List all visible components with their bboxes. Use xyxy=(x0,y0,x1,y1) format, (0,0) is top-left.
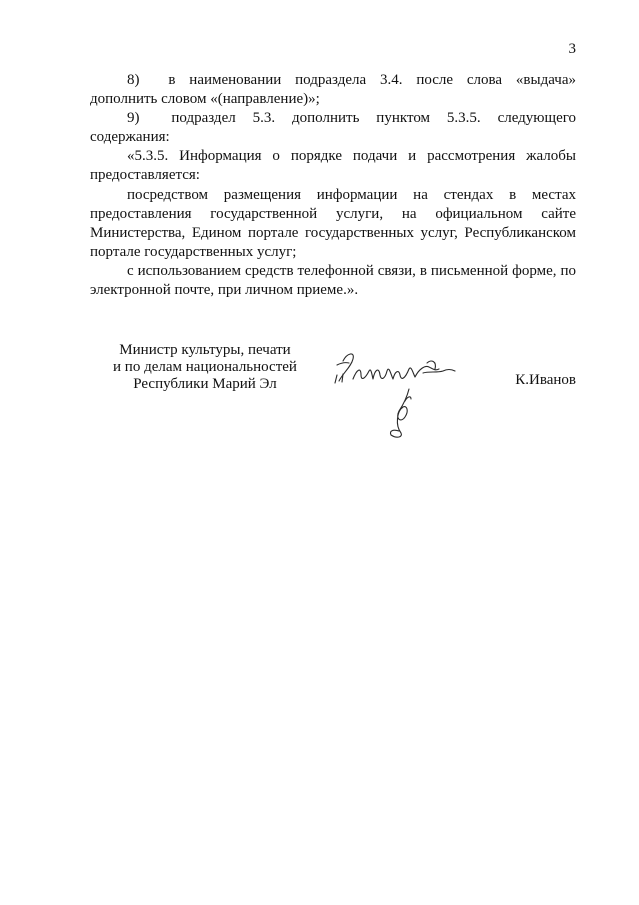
amendment-item-8: 8) в наименовании подраздела 3.4. после слова «выдача» дополнить словом «(направление)»; xyxy=(90,72,576,108)
handwritten-signature xyxy=(325,339,485,449)
clause-5-3-5-communication: с использованием средств телефонной связи, в письменной форме, по электронной почте, при личном приеме.». xyxy=(90,262,576,299)
amendment-item-9: 9) подраздел 5.3. дополнить пунктом 5.3.5. следующего содержания: xyxy=(90,110,576,146)
position-line: и по делам национальностей xyxy=(113,359,297,375)
position-line: Республики Марий Эл xyxy=(133,376,277,392)
clause-5-3-5: «5.3.5. Информация о порядке подачи и рассмотрения жалобы предоставляется: xyxy=(90,148,576,184)
clause-5-3-5-stands: посредством размещения информации на стендах в местах предоставления государственной услуги, на официальном сайте Министерства, Едином портале государственных услуг, Республиканском портале государственных услуг; xyxy=(90,186,576,260)
position-line: Министр культуры, печати xyxy=(119,342,291,358)
document-body xyxy=(90,71,576,300)
page-number: 3 xyxy=(568,41,576,57)
signatory-position xyxy=(90,342,320,393)
signature-block xyxy=(90,342,576,452)
signatory-name: К.Иванов xyxy=(515,372,576,388)
